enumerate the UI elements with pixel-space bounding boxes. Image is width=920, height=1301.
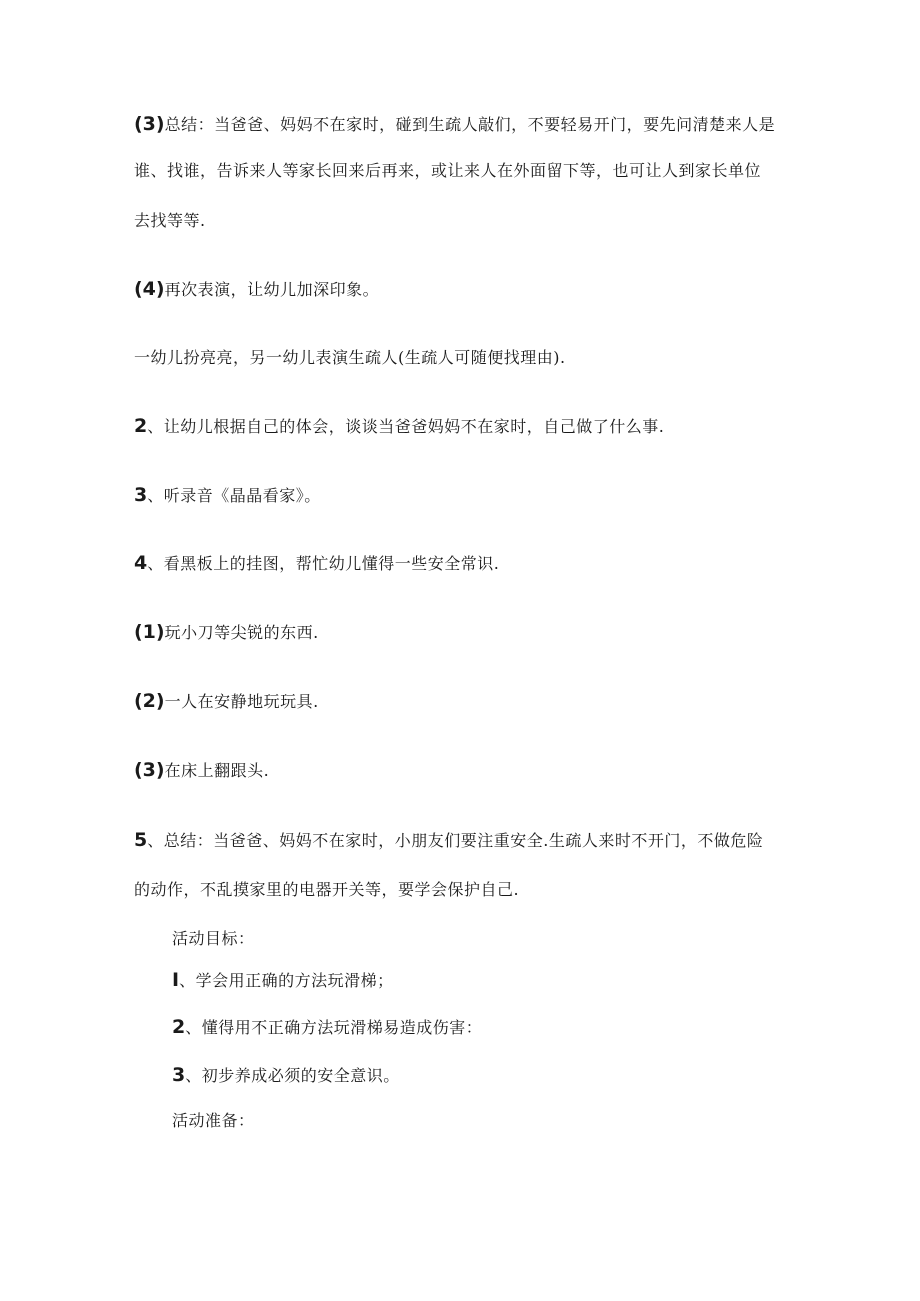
item-number: (3) — [134, 759, 165, 781]
paragraph-text: 一幼儿扮亮亮，另一幼儿表演生疏人(生疏人可随便找理由). — [134, 348, 566, 367]
item-number: (1) — [134, 621, 165, 643]
paragraph-sub-3 — [134, 760, 794, 781]
paragraph-text: 、初步养成必须的安全意识。 — [185, 1066, 400, 1085]
section-heading-preparation — [172, 1111, 832, 1131]
paragraph-text: 玩小刀等尖锐的东西. — [164, 623, 319, 642]
paragraph-text: 一人在安静地玩玩具. — [164, 692, 319, 711]
goal-item-2 — [172, 1017, 832, 1038]
paragraph-text: 谁、找谁，告诉来人等家长回来后再来，或让来人在外面留下等，也可让人到家长单位 — [134, 161, 762, 180]
item-number: 4 — [134, 552, 148, 574]
item-number: 3 — [134, 484, 148, 506]
item-number: (2) — [134, 690, 165, 712]
paragraph-summary-3 — [134, 114, 794, 135]
paragraph-text: 、看黑板上的挂图，帮忙幼儿懂得一些安全常识. — [147, 554, 500, 573]
paragraph-text: 、听录音《晶晶看家》。 — [147, 486, 321, 505]
paragraph-text: 去找等等. — [134, 211, 206, 230]
paragraph-continuation — [134, 880, 794, 900]
paragraph-sub-2 — [134, 691, 794, 712]
paragraph-item-2 — [134, 416, 794, 437]
paragraph-item-3 — [134, 485, 794, 506]
item-number: 2 — [172, 1016, 186, 1038]
paragraph-text: 再次表演，让幼儿加深印象。 — [164, 280, 380, 299]
paragraph-continuation — [134, 161, 794, 181]
paragraph-text: 、让幼儿根据自己的体会，谈谈当爸爸妈妈不在家时，自己做了什么事. — [147, 417, 665, 436]
paragraph-roleplay — [134, 348, 794, 368]
item-number: 3 — [172, 1064, 186, 1086]
item-number: 2 — [134, 415, 148, 437]
paragraph-text: 、总结：当爸爸、妈妈不在家时，小朋友们要注重安全.生疏人来时不开门，不做危险 — [147, 831, 764, 850]
paragraph-text: 、懂得用不正确方法玩滑梯易造成伤害： — [185, 1018, 483, 1037]
paragraph-text: 、学会用正确的方法玩滑梯； — [179, 971, 394, 990]
item-number: I — [172, 969, 180, 991]
heading-text: 活动目标： — [172, 929, 255, 948]
item-number: (3) — [134, 113, 165, 135]
paragraph-text: 在床上翻跟头. — [164, 761, 270, 780]
paragraph-step-4 — [134, 279, 794, 300]
item-number: (4) — [134, 278, 165, 300]
paragraph-continuation — [134, 211, 794, 231]
paragraph-item-5 — [134, 830, 794, 851]
goal-item-1 — [172, 970, 832, 991]
item-number: 5 — [134, 829, 148, 851]
paragraph-text: 的动作，不乱摸家里的电器开关等，要学会保护自己. — [134, 880, 520, 899]
goal-item-3 — [172, 1065, 832, 1086]
heading-text: 活动准备： — [172, 1111, 255, 1130]
section-heading-goals — [172, 929, 832, 949]
paragraph-item-4 — [134, 553, 794, 574]
paragraph-sub-1 — [134, 622, 794, 643]
paragraph-text: 总结：当爸爸、妈妈不在家时，碰到生疏人敲们，不要轻易开门，要先问清楚来人是 — [164, 115, 776, 134]
